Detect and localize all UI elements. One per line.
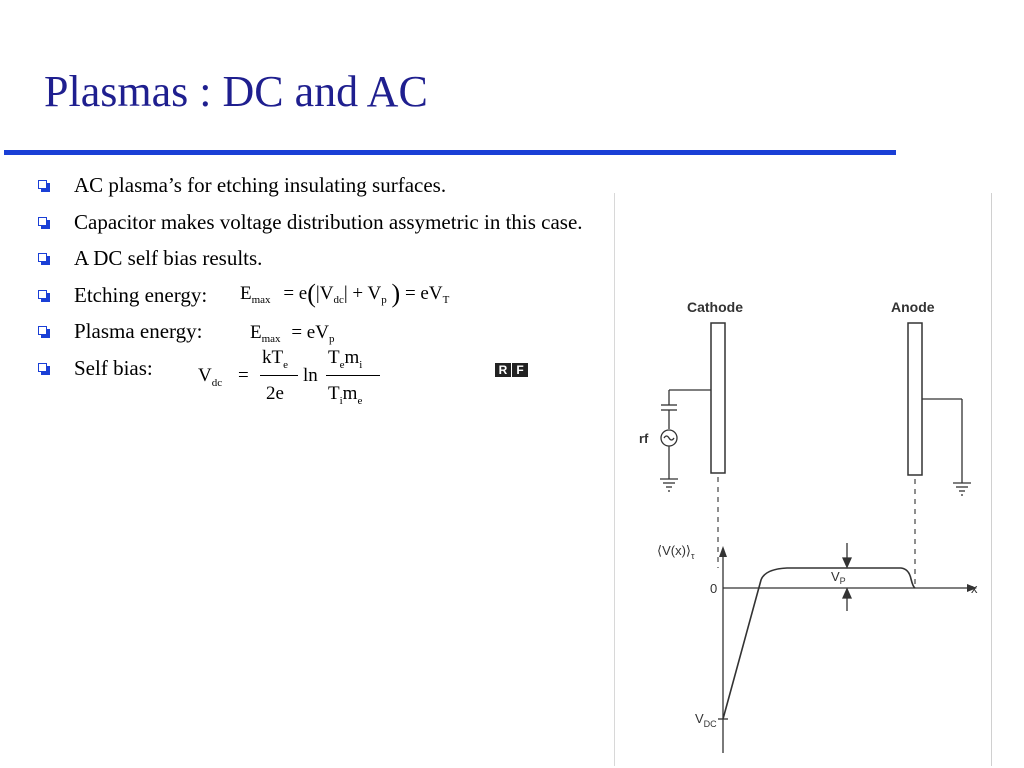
bullet-text: Self bias:: [74, 355, 153, 380]
bullet-text: A DC self bias results.: [74, 246, 263, 270]
vdc-label: $V_{DC}$: [695, 711, 717, 729]
bullet-text: AC plasma’s for etching insulating surfaces.: [74, 173, 447, 197]
figure-svg: [615, 193, 991, 766]
cathode-label: Cathode: [687, 299, 743, 315]
potential-curve: [723, 568, 915, 719]
bullet-box-icon: [38, 326, 47, 335]
vp-label: $V_P$: [831, 569, 846, 586]
bullet-box-icon: [38, 290, 47, 299]
slide-title: Plasmas : DC and AC: [44, 67, 428, 116]
anode-ground: [922, 399, 971, 495]
bullet-text: Etching energy:: [74, 282, 208, 307]
zero-label: 0: [710, 581, 718, 596]
bullet-box-icon: [38, 253, 47, 262]
y-axis-label: $⟨V(x)⟩_\tau$: [657, 543, 695, 561]
rf-circuit: [660, 390, 711, 491]
bullet-text: Plasma energy:: [74, 319, 203, 343]
rf-label: rf: [639, 431, 649, 446]
bullet-box-icon: [38, 363, 47, 372]
rf-logo: R F: [495, 363, 528, 377]
plasma-bias-figure: [614, 193, 992, 766]
y-axis-arrow-icon: [719, 546, 727, 557]
bullet-box-icon: [38, 180, 47, 189]
bullet-box-icon: [38, 217, 47, 226]
x-axis-label: x: [971, 581, 978, 596]
anode-plate: [908, 323, 922, 475]
cathode-plate: [711, 323, 725, 473]
anode-label: Anode: [891, 299, 935, 315]
self-bias-equation: $V_{dc}$ = $kT_e$ 2e ln $T_em_i$ $T_im_e$: [198, 345, 388, 415]
bullet-text: Capacitor makes voltage distribution assymetric in this case.: [74, 209, 583, 234]
plasma-energy-equation: $E_{max} = eV_p$: [250, 322, 335, 345]
etching-energy-equation: $E_{max} = e(|V_{dc}| + V_p$ ) = $eV_T$: [240, 279, 450, 308]
title-underline: [4, 150, 896, 155]
